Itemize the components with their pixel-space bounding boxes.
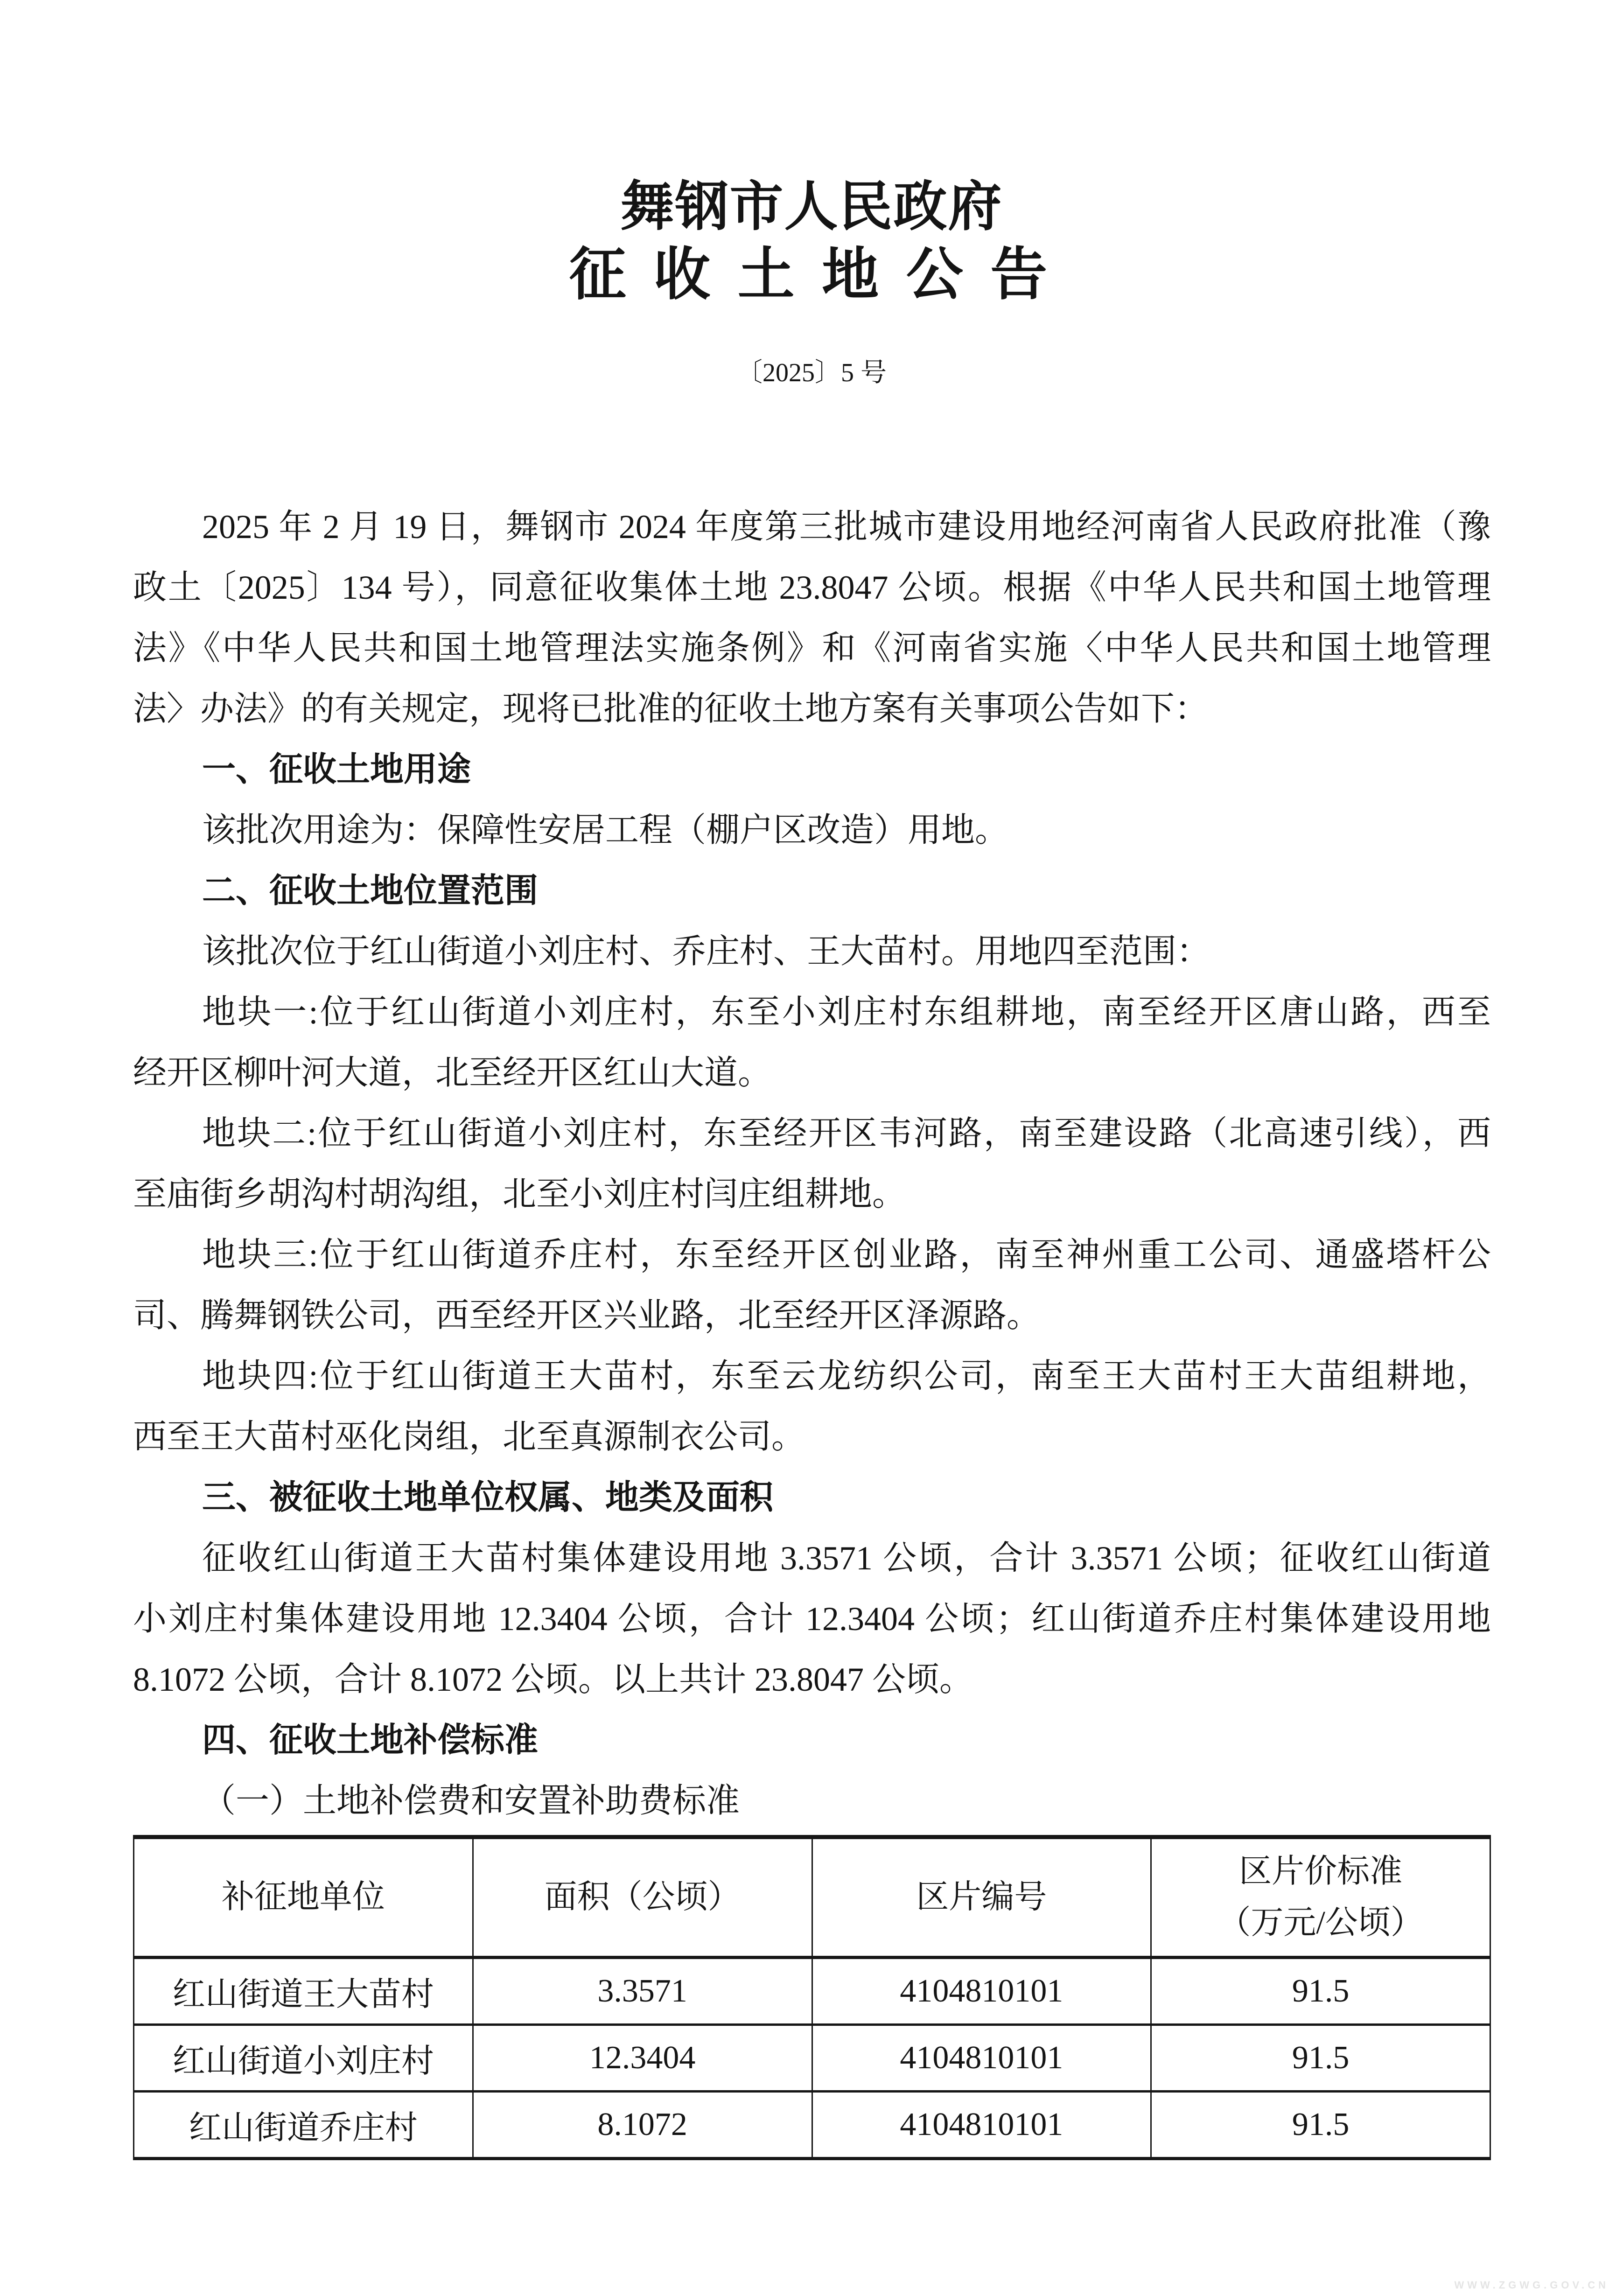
subsection-heading: （一）土地补偿费和安置补助费标准 bbox=[202, 1782, 740, 1820]
document-number: 〔2025〕5 号 bbox=[736, 358, 887, 387]
body-line: 小刘庄村集体建设用地 12.3404 公顷，合计 12.3404 公顷；红山街道乔庄村集体建设用地 bbox=[133, 1600, 1491, 1638]
body-line: 经开区柳叶河大道，北至经开区红山大道。 bbox=[133, 1054, 772, 1092]
body-line: 西至王大苗村巫化岗组，北至真源制衣公司。 bbox=[133, 1418, 805, 1456]
document-title: 征 收 土 地 公 告 bbox=[569, 244, 1054, 307]
body-line: 法〉办法》的有关规定，现将已批准的征收土地方案有关事项公告如下： bbox=[133, 690, 1209, 728]
header-label: 补征地单位 bbox=[221, 1879, 385, 1915]
table-cell: 91.5 bbox=[1151, 2092, 1490, 2159]
table-cell: 4104810101 bbox=[812, 2092, 1151, 2159]
issuing-authority-title: 舞钢市人民政府 bbox=[620, 177, 1003, 237]
body-line: 2025 年 2 月 19 日，舞钢市 2024 年度第三批城市建设用地经河南省人民政府批准（豫 bbox=[202, 508, 1491, 546]
section-heading-3: 三、被征收土地单位权属、地类及面积 bbox=[202, 1479, 774, 1516]
body-line: 至庙街乡胡沟村胡沟组，北至小刘庄村闫庄组耕地。 bbox=[133, 1176, 906, 1213]
table-row bbox=[134, 2092, 1490, 2159]
table-cell: 4104810101 bbox=[812, 2025, 1151, 2092]
section-heading-4: 四、征收土地补偿标准 bbox=[202, 1722, 539, 1759]
table-header-row bbox=[134, 1837, 1490, 1958]
header-label: 面积（公顷） bbox=[544, 1879, 741, 1915]
table-cell: 91.5 bbox=[1151, 2025, 1490, 2092]
body-line: 该批次位于红山街道小刘庄村、乔庄村、王大苗村。用地四至范围： bbox=[202, 933, 1210, 970]
table-header-cell bbox=[134, 1837, 473, 1958]
body-line: 征收红山街道王大苗村集体建设用地 3.3571 公顷，合计 3.3571 公顷；征收红山街道 bbox=[202, 1540, 1491, 1577]
header-label: 区片编号 bbox=[916, 1879, 1047, 1915]
table-cell: 红山街道小刘庄村 bbox=[134, 2025, 473, 2092]
table-header-cell bbox=[812, 1837, 1151, 1958]
section-heading-1: 一、征收土地用途 bbox=[202, 751, 471, 788]
site-watermark: WWW.ZGWG.GOV.CN bbox=[1454, 2279, 1609, 2291]
header-label: （万元/公顷） bbox=[1218, 1905, 1423, 1941]
body-line: 该批次用途为：保障性安居工程（棚户区改造）用地。 bbox=[202, 812, 1009, 849]
body-line: 地块四:位于红山街道王大苗村，东至云龙纺织公司，南至王大苗村王大苗组耕地， bbox=[202, 1358, 1491, 1395]
body-line: 地块三:位于红山街道乔庄村，东至经开区创业路，南至神州重工公司、通盛塔杆公 bbox=[202, 1236, 1491, 1274]
table-row bbox=[134, 1958, 1490, 2025]
header-label: 区片价标准 bbox=[1239, 1854, 1403, 1890]
table-header-cell bbox=[473, 1837, 812, 1958]
table-cell: 3.3571 bbox=[473, 1958, 812, 2025]
table-cell: 12.3404 bbox=[473, 2025, 812, 2092]
body-line: 司、腾舞钢铁公司，西至经开区兴业路，北至经开区泽源路。 bbox=[133, 1297, 1041, 1334]
table-header-cell bbox=[1151, 1837, 1490, 1958]
body-line: 政土〔2025〕134 号），同意征收集体土地 23.8047 公顷。根据《中华人民共和国土地管理 bbox=[133, 569, 1491, 606]
table-cell: 91.5 bbox=[1151, 1958, 1490, 2025]
body-line: 法》《中华人民共和国土地管理法实施条例》和《河南省实施〈中华人民共和国土地管理 bbox=[133, 630, 1491, 667]
body-line: 8.1072 公顷，合计 8.1072 公顷。以上共计 23.8047 公顷。 bbox=[133, 1661, 973, 1698]
table-cell: 红山街道王大苗村 bbox=[134, 1958, 473, 2025]
compensation-table bbox=[133, 1835, 1491, 2160]
table-row bbox=[134, 2025, 1490, 2092]
body-line: 地块二:位于红山街道小刘庄村，东至经开区韦河路，南至建设路（北高速引线），西 bbox=[202, 1115, 1491, 1152]
table-cell: 红山街道乔庄村 bbox=[134, 2092, 473, 2159]
table-cell: 8.1072 bbox=[473, 2092, 812, 2159]
section-heading-2: 二、征收土地位置范围 bbox=[202, 872, 539, 910]
table-cell: 4104810101 bbox=[812, 1958, 1151, 2025]
body-line: 地块一:位于红山街道小刘庄村，东至小刘庄村东组耕地，南至经开区唐山路，西至 bbox=[202, 994, 1491, 1031]
document-body bbox=[133, 497, 1491, 1831]
